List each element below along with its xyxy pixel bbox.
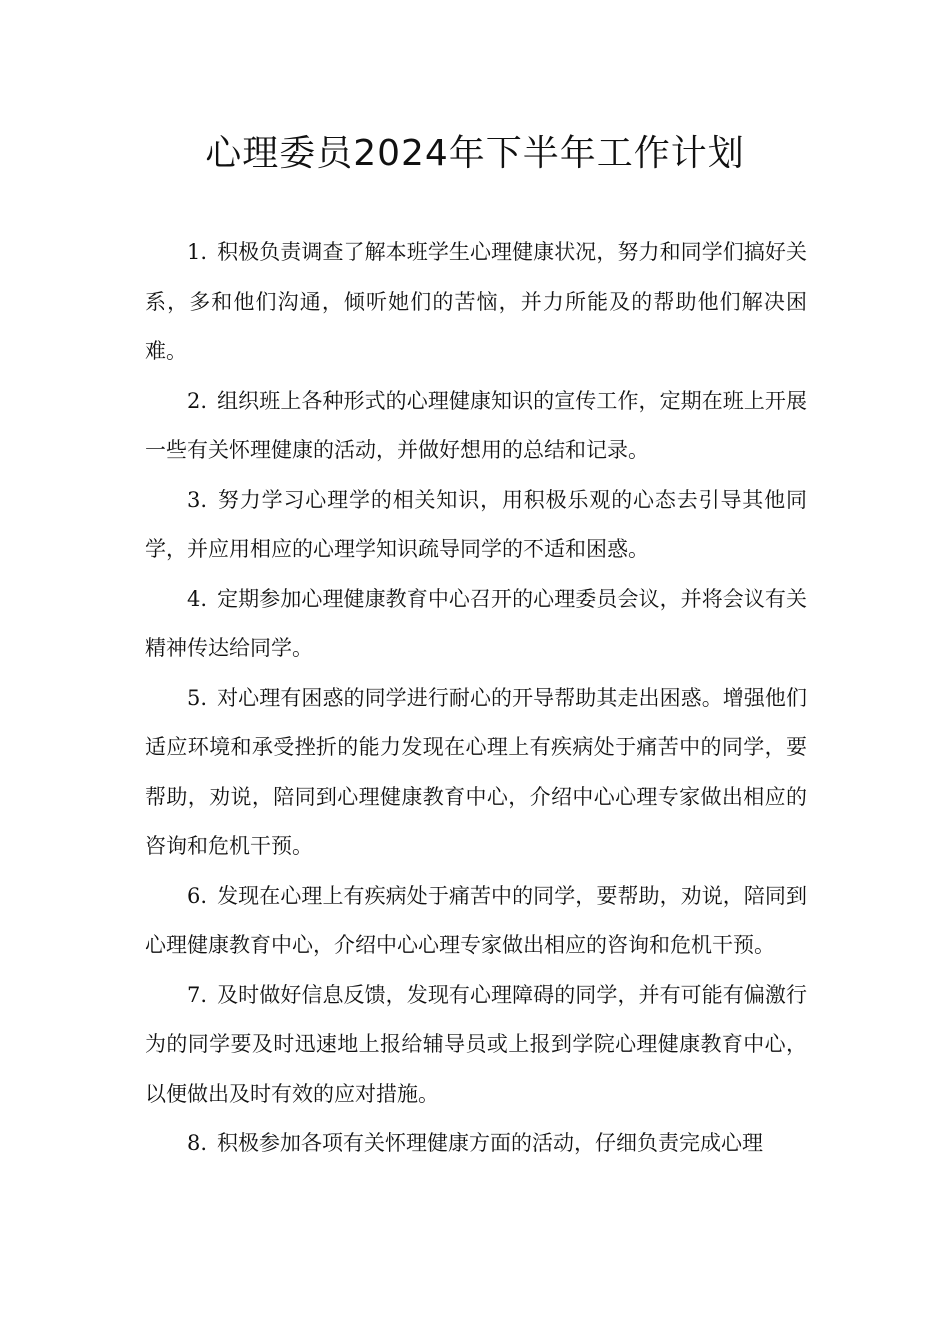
paragraph-number: 8. [187,1131,208,1155]
paragraph-number: 3. [187,487,208,512]
paragraph-text: 组织班上各种形式的心理健康知识的宣传工作，定期在班上开展一些有关怀理健康的活动，并做好想用的总结和记录。 [145,388,807,462]
paragraph-5 [145,674,807,872]
paragraph-4 [145,575,807,674]
paragraph-text: 对心理有困惑的同学进行耐心的开导帮助其走出困惑。增强他们适应环境和承受挫折的能力发现在心理上有疾病处于痛苦中的同学，要帮助，劝说，陪同到心理健康教育中心，介绍中心心理专家做出相应的咨询和危机干预。 [145,685,807,858]
paragraph-number: 7. [187,982,208,1007]
paragraph-number: 4. [187,586,208,611]
paragraph-number: 1. [187,240,208,264]
paragraph-2 [145,377,807,476]
paragraph-1 [145,228,807,377]
paragraph-text: 积极参加各项有关怀理健康方面的活动，仔细负责完成心理 [217,1131,764,1155]
paragraph-6 [145,872,807,971]
paragraph-text: 积极负责调查了解本班学生心理健康状况，努力和同学们搞好关系，多和他们沟通，倾听她们的苦恼，并力所能及的帮助他们解决困难。 [145,240,807,363]
paragraph-text: 努力学习心理学的相关知识，用积极乐观的心态去引导其他同学，并应用相应的心理学知识疏导同学的不适和困惑。 [145,487,807,561]
paragraph-number: 5. [187,685,208,710]
paragraph-text: 定期参加心理健康教育中心召开的心理委员会议，并将会议有关精神传达给同学。 [145,586,807,660]
paragraph-7 [145,971,807,1120]
paragraph-3 [145,476,807,575]
paragraph-text: 及时做好信息反馈，发现有心理障碍的同学，并有可能有偏激行为的同学要及时迅速地上报给辅导员或上报到学院心理健康教育中心，以便做出及时有效的应对措施。 [145,982,807,1106]
paragraph-number: 6. [187,883,208,908]
document-title: 心理委员2024年下半年工作计划 [205,133,745,174]
document-body [145,228,807,1169]
paragraph-8 [145,1119,807,1169]
paragraph-text: 发现在心理上有疾病处于痛苦中的同学，要帮助，劝说，陪同到心理健康教育中心，介绍中心心理专家做出相应的咨询和危机干预。 [145,883,807,957]
paragraph-number: 2. [187,388,208,413]
